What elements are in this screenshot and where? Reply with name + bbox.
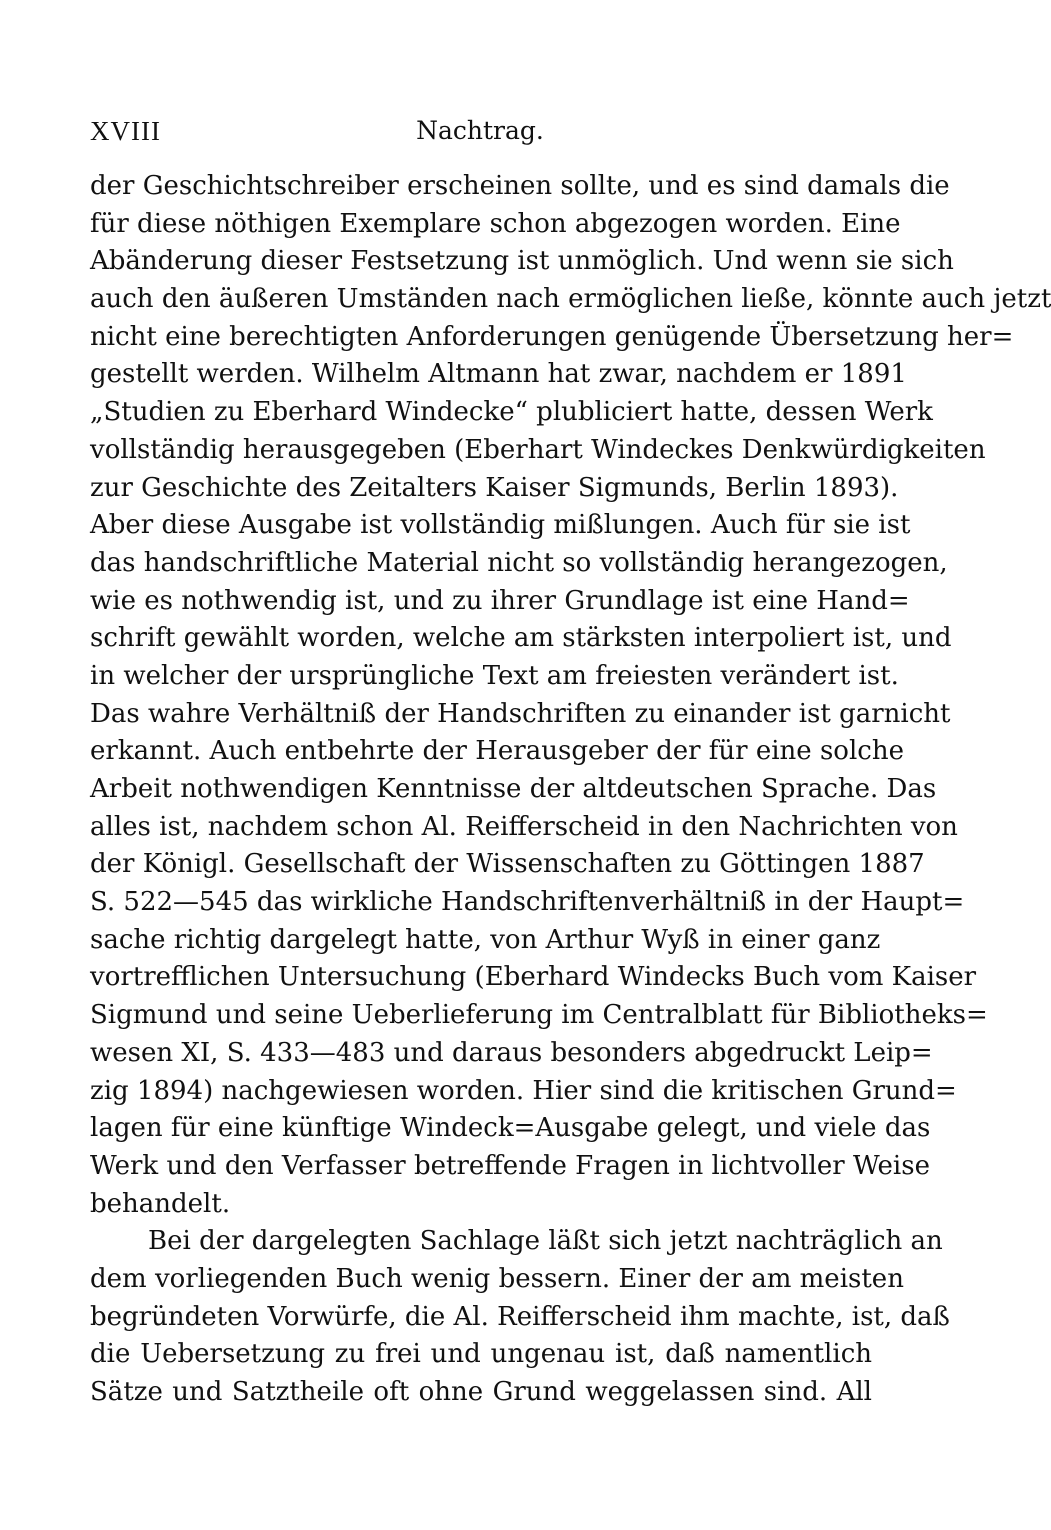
text-line: Das wahre Verhältniß der Handschriften zu einander ist garnicht	[90, 698, 951, 729]
text-line: dem vorliegenden Buch wenig bessern. Einer der am meisten	[90, 1263, 904, 1294]
text-line: Abänderung dieser Festsetzung ist unmöglich. Und wenn sie sich	[90, 246, 954, 277]
body-text	[90, 168, 1051, 1412]
text-line: Sigmund und seine Ueberlieferung im Centralblatt für Bibliotheks=	[90, 1000, 988, 1031]
text-line: S. 522—545 das wirkliche Handschriftenverhältniß in der Haupt=	[90, 887, 965, 918]
text-line: begründeten Vorwürfe, die Al. Reifferscheid ihm machte, ist, daß	[90, 1301, 950, 1332]
text-line: nicht eine berechtigten Anforderungen genügende Übersetzung her=	[90, 321, 1014, 352]
text-line: zig 1894) nachgewiesen worden. Hier sind die kritischen Grund=	[90, 1075, 957, 1106]
text-line: schrift gewählt worden, welche am stärksten interpoliert ist, und	[90, 623, 952, 654]
text-line: Aber diese Ausgabe ist vollständig mißlungen. Auch für sie ist	[90, 510, 911, 541]
text-line: auch den äußeren Umständen nach ermöglichen ließe, könnte auch jetzt	[90, 284, 1051, 315]
text-line: lagen für eine künftige Windeck=Ausgabe gelegt, und viele das	[90, 1113, 931, 1144]
text-line: Sätze und Satztheile oft ohne Grund weggelassen sind. All	[90, 1377, 872, 1407]
text-line: vollständig herausgegeben (Eberhart Windeckes Denkwürdigkeiten	[90, 434, 986, 465]
text-line: vortrefflichen Untersuchung (Eberhard Windecks Buch vom Kaiser	[90, 962, 977, 993]
text-line: die Uebersetzung zu frei und ungenau ist, daß namentlich	[90, 1339, 872, 1370]
text-line: wie es nothwendig ist, und zu ihrer Grundlage ist eine Hand=	[90, 585, 910, 616]
text-line: Werk und den Verfasser betreffende Fragen in lichtvoller Weise	[90, 1150, 930, 1181]
text-line: Bei der dargelegten Sachlage läßt sich jetzt nachträglich an	[148, 1226, 943, 1257]
text-line: für diese nöthigen Exemplare schon abgezogen worden. Eine	[90, 208, 901, 239]
page-header	[90, 116, 870, 156]
running-head-title: Nachtrag.	[416, 116, 544, 145]
text-line: „Studien zu Eberhard Windecke“ plubliciert hatte, dessen Werk	[90, 397, 933, 428]
text-line: alles ist, nachdem schon Al. Reifferscheid in den Nachrichten von	[90, 811, 958, 842]
text-line: gestellt werden. Wilhelm Altmann hat zwar, nachdem er 1891	[90, 359, 907, 390]
text-line: zur Geschichte des Zeitalters Kaiser Sigmunds, Berlin 1893).	[90, 472, 899, 503]
text-line: Arbeit nothwendigen Kenntnisse der altdeutschen Sprache. Das	[90, 774, 937, 804]
text-line: in welcher der ursprüngliche Text am freiesten verändert ist.	[90, 660, 899, 691]
text-line: erkannt. Auch entbehrte der Herausgeber der für eine solche	[90, 736, 904, 767]
text-line: wesen XI, S. 433—483 und daraus besonders abgedruckt Leip=	[90, 1037, 933, 1068]
text-line: das handschriftliche Material nicht so vollständig herangezogen,	[90, 547, 948, 578]
text-line: behandelt.	[90, 1188, 231, 1219]
text-line: der Geschichtschreiber erscheinen sollte, und es sind damals die	[90, 171, 950, 201]
page-number: XVIII	[90, 116, 161, 146]
text-line: der Königl. Gesellschaft der Wissenschaften zu Göttingen 1887	[90, 849, 925, 880]
text-line: sache richtig dargelegt hatte, von Arthur Wyß in einer ganz	[90, 924, 881, 955]
